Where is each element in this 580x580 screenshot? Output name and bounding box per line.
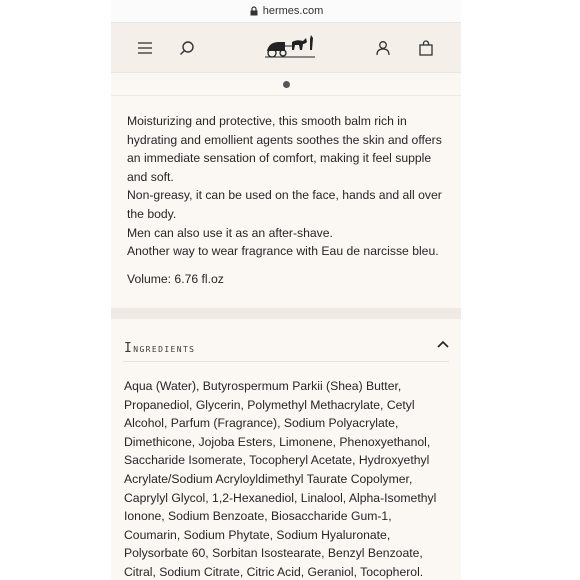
description-paragraph: Men can also use it as an after-shave.	[127, 225, 333, 240]
carousel-indicator	[111, 73, 461, 96]
lock-icon	[249, 6, 259, 16]
search-icon[interactable]	[179, 40, 195, 56]
url-text: hermes.com	[262, 5, 324, 17]
account-icon[interactable]	[375, 40, 391, 56]
product-volume: Volume: 6.76 fl.oz	[127, 271, 224, 286]
section-divider	[111, 308, 461, 319]
ingredients-accordion-header[interactable]	[123, 319, 449, 362]
description-paragraph: Non-greasy, it can be used on the face, hands and all over the body.	[127, 188, 442, 221]
site-header	[111, 23, 461, 73]
chevron-up-icon[interactable]	[437, 339, 449, 349]
carousel-dot-active[interactable]	[283, 81, 290, 88]
browser-url-bar[interactable]	[111, 0, 461, 23]
description-paragraph: Another way to wear fragrance with Eau de narcisse bleu.	[127, 244, 439, 259]
shopping-bag-icon[interactable]	[418, 40, 434, 56]
ingredients-title: Ingredients	[124, 341, 196, 356]
hermes-carriage-logo[interactable]	[263, 34, 317, 58]
description-paragraph: Moisturizing and protective, this smooth balm rich in hydrating and emollient agents soothes the skin and offers an immediate sensation of comfort, making it feel supple and soft.	[127, 114, 442, 184]
ingredients-list: Aqua (Water), Butyrospermum Parkii (Shea) Butter, Propanediol, Glycerin, Polymethyl Methacrylate, Cetyl Alcohol, Parfum (Fragrance), Sodium Polyacrylate, Dimethicone, Jojoba Esters, Limonene, Phenoxyethanol, Saccharide Isomerate, Tocopheryl Acetate, Hydroxyethyl Acrylate/Sodium Acryloyldimethyl Taurate Copolymer, Caprylyl Glycol, 1,2-Hexanediol, Linalool, Alpha-Isomethyl Ionone, Sodium Benzoate, Biosaccharide Gum-1, Coumarin, Sodium Phytate, Sodium Hyaluronate, Polysorbate 60, Sorbitan Isostearate, Benzyl Benzoate, Citral, Sodium Citrate, Citric Acid, Geraniol, Tocopherol.	[124, 379, 437, 579]
menu-icon[interactable]	[137, 40, 153, 56]
product-description	[111, 96, 461, 288]
mobile-viewport	[111, 0, 461, 580]
ingredients-section	[111, 319, 461, 580]
